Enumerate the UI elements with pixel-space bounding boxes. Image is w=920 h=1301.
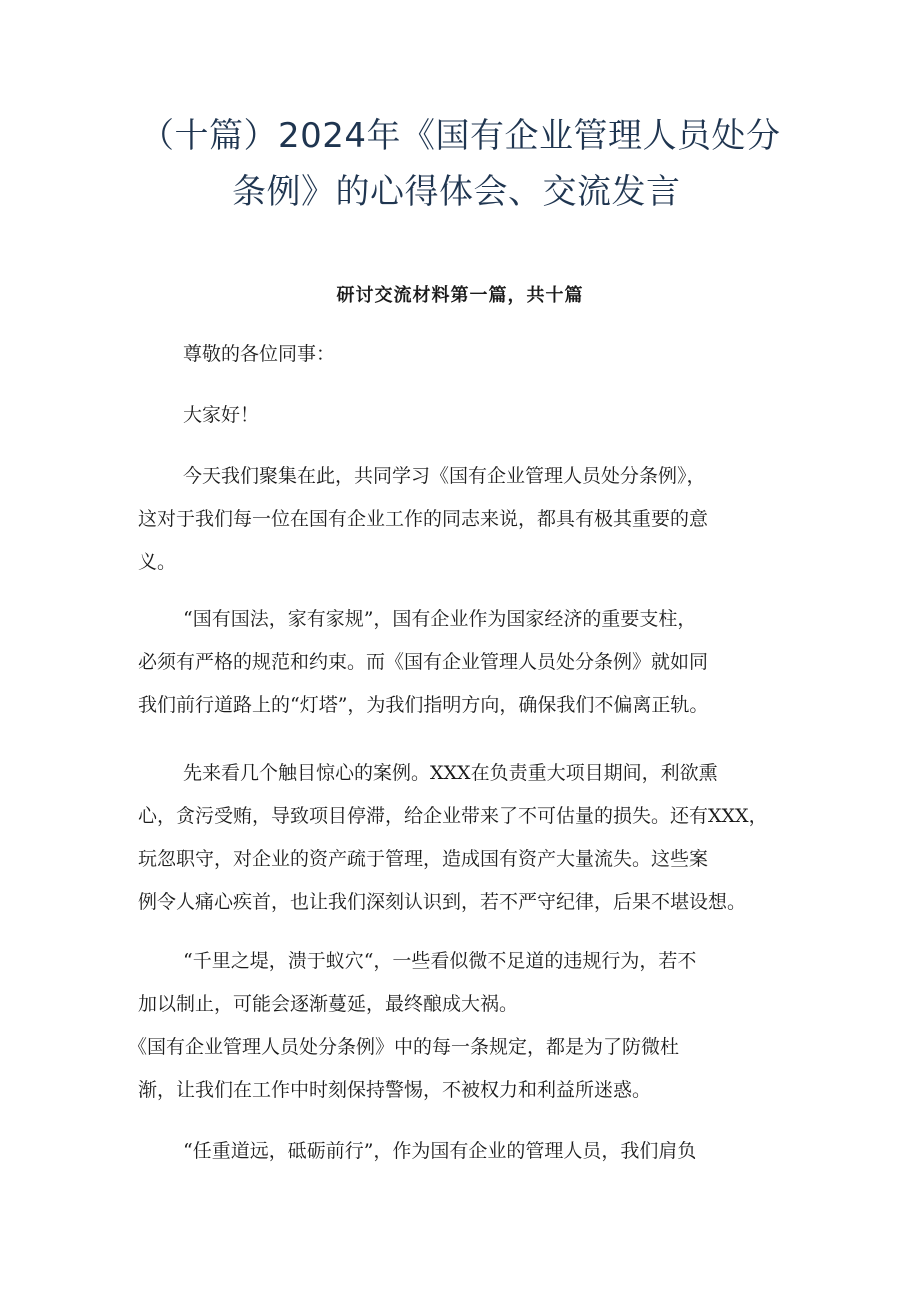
paragraph-line: 玩忽职守，对企业的资产疏于管理，造成国有资产大量流失。这些案 [138,848,709,870]
paragraph-5 [138,1130,798,1173]
document-subtitle: 研讨交流材料第一篇，共十篇 [336,285,584,306]
paragraph-line: 今天我们聚集在此，共同学习《国有企业管理人员处分条例》， [183,465,706,487]
paragraph-line: 这对于我们每一位在国有企业工作的同志来说，都具有极其重要的意 [138,508,709,530]
paragraph-line: 例令人痛心疾首，也让我们深刻认识到，若不严守纪律，后果不堪设想。 [138,891,747,913]
salutation [138,333,798,376]
salutation-text: 尊敬的各位同事： [183,343,336,365]
paragraph-1 [138,455,798,584]
paragraph-2 [138,598,798,727]
paragraph-line: 《国有企业管理人员处分条例》中的每一条规定，都是为了防微杜 [128,1036,680,1058]
paragraph-line: 加以制止，可能会逐渐蔓延，最终酿成大祸。 [138,993,519,1015]
paragraph-4 [128,940,798,1112]
title-line-2: 条例》的心得体会、交流发言 [232,172,681,212]
paragraph-line: 我们前行道路上的“灯塔”，为我们指明方向，确保我们不偏离正轨。 [138,694,709,716]
paragraph-line: “任重道远，砥砺前行”，作为国有企业的管理人员，我们肩负 [183,1140,697,1162]
paragraph-line: “千里之堤，溃于蚁穴“，一些看似微不足道的违规行为，若不 [183,950,697,972]
greeting-text: 大家好！ [183,404,260,426]
greeting [138,394,798,437]
document-title [140,108,800,220]
paragraph-line: 渐，让我们在工作中时刻保持警惕，不被权力和利益所迷惑。 [138,1079,652,1101]
paragraph-line: 义。 [138,551,177,573]
paragraph-line: 心，贪污受贿，导致项目停滞，给企业带来了不可估量的损失。还有XXX， [138,805,768,827]
title-line-1: （十篇）2024年《国有企业管理人员处分 [140,116,781,156]
paragraph-3 [138,752,798,924]
paragraph-line: 先来看几个触目惊心的案例。XXX在负责重大项目期间，利欲熏 [183,762,718,784]
paragraph-line: “国有国法，家有家规”，国有企业作为国家经济的重要支柱， [183,608,697,630]
paragraph-line: 必须有严格的规范和约束。而《国有企业管理人员处分条例》就如同 [138,651,709,673]
